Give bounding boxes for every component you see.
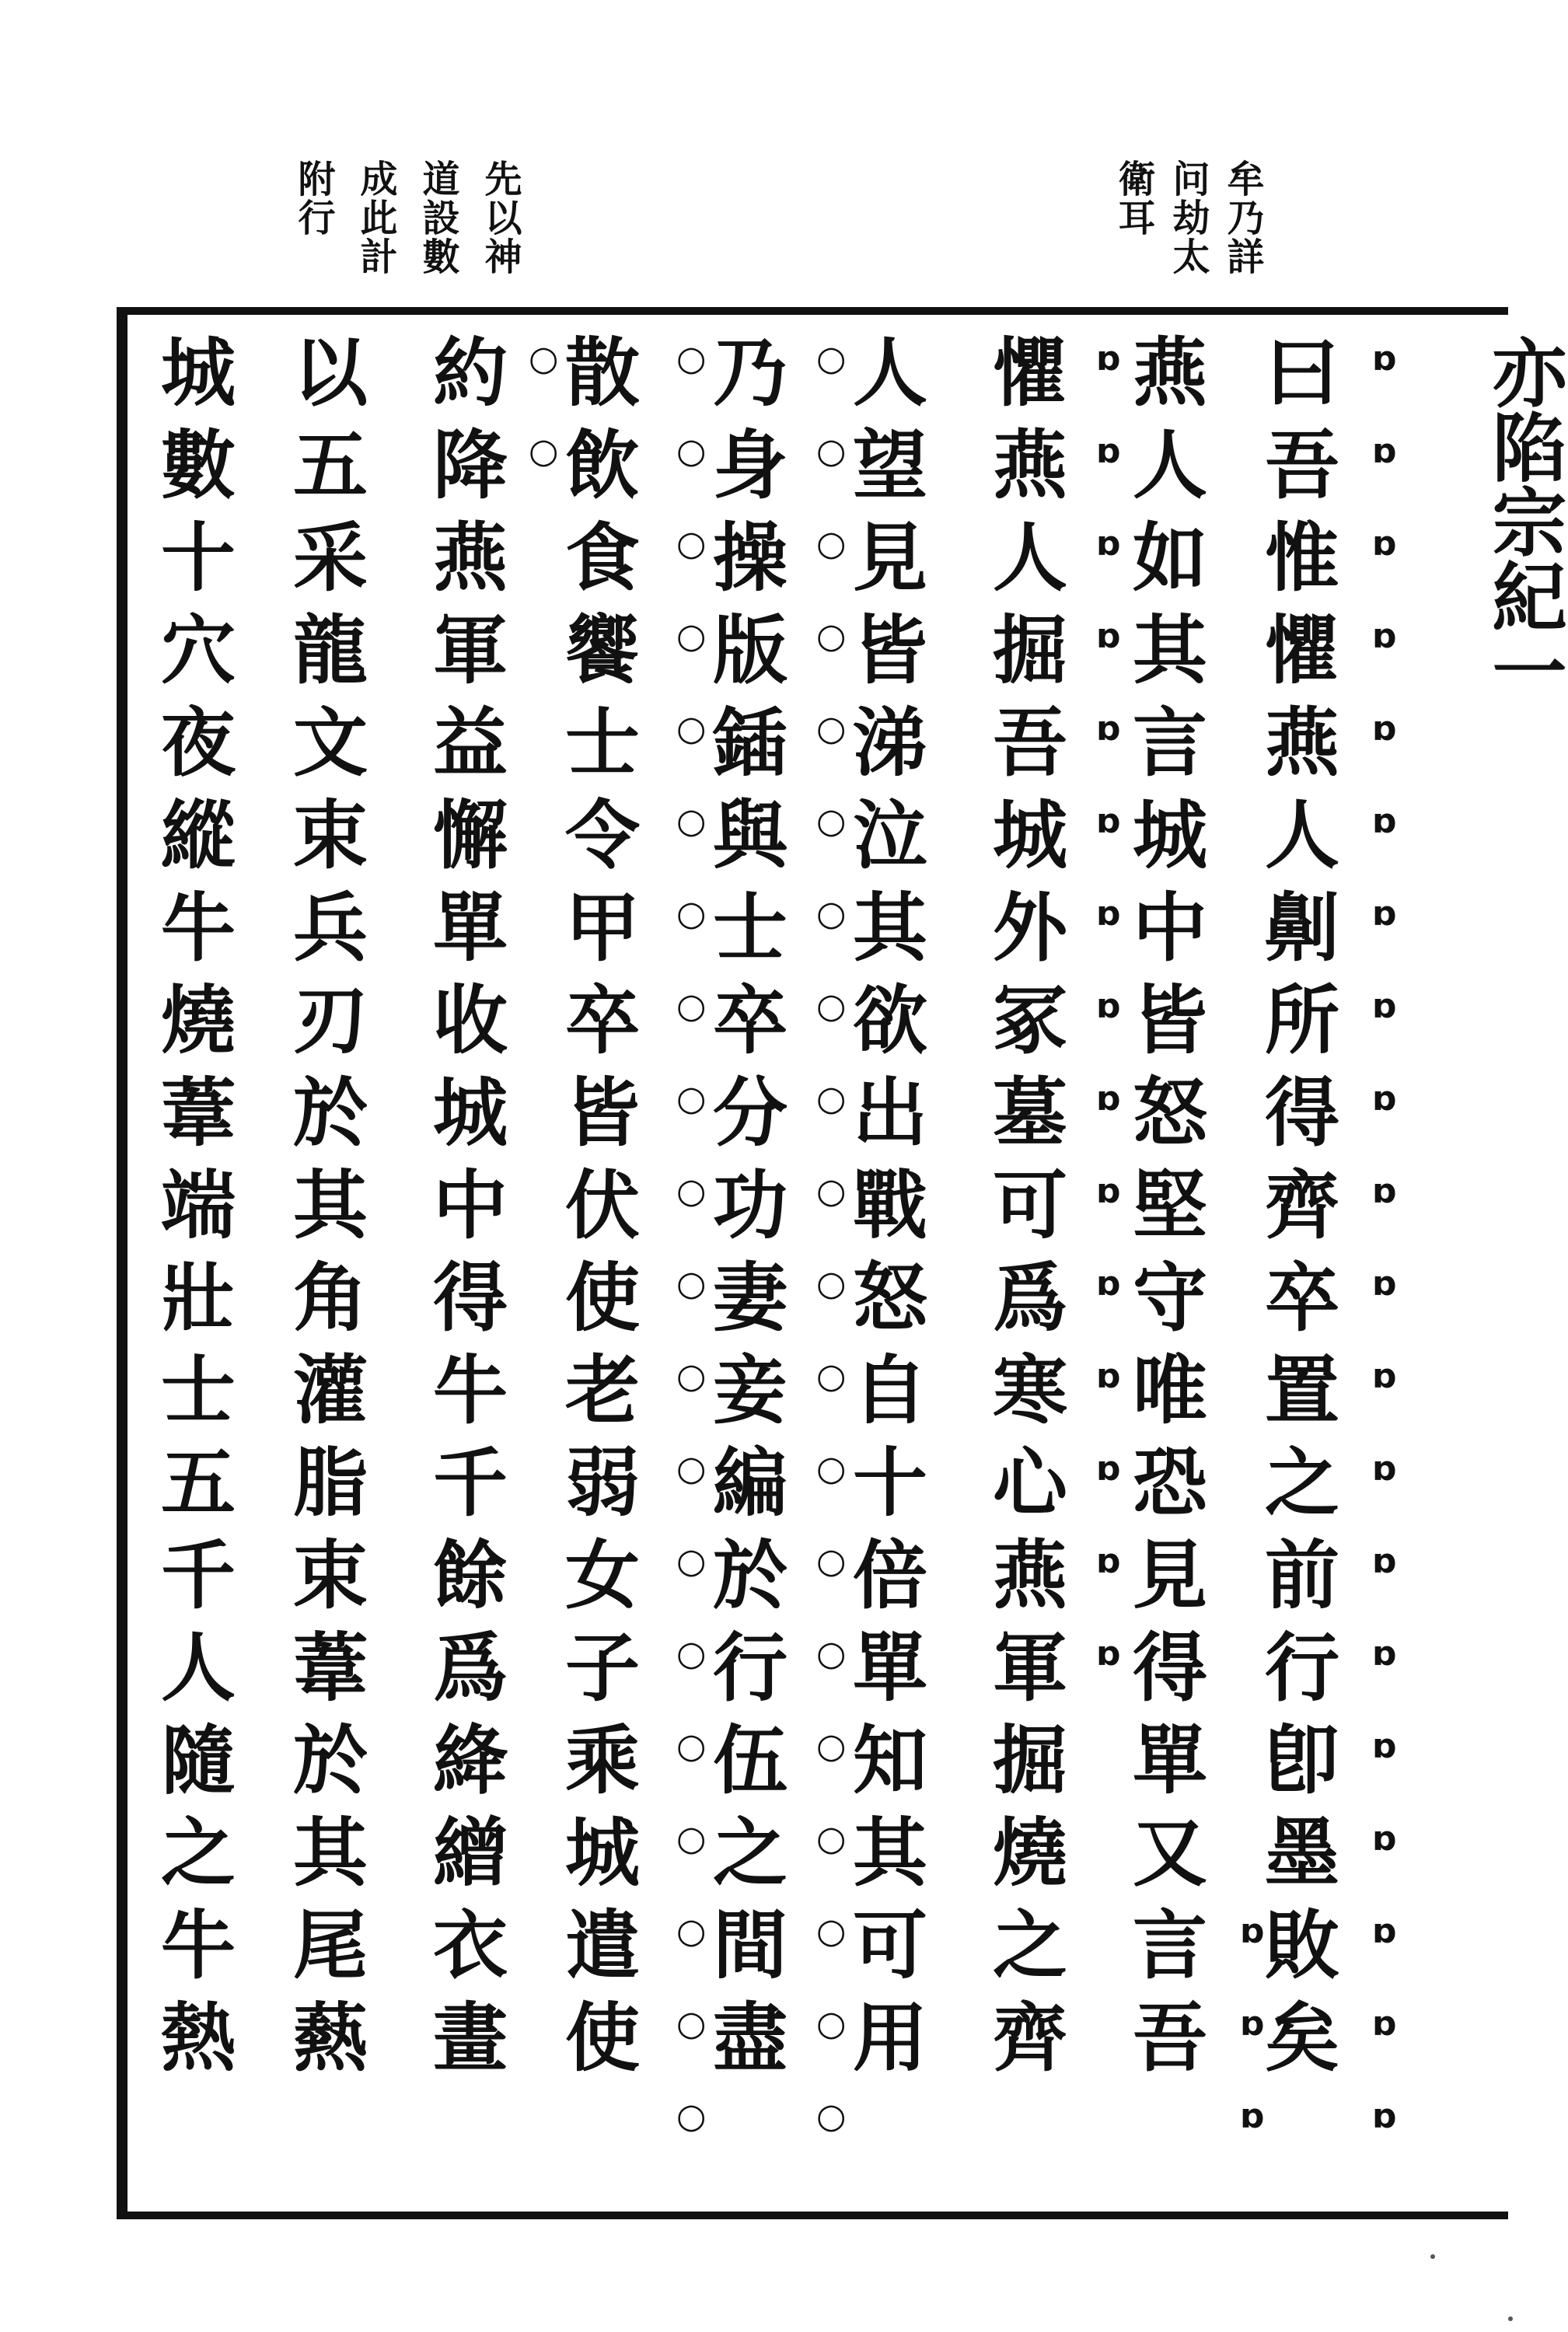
glyph: 於 bbox=[713, 1531, 787, 1619]
glyph: 唯 bbox=[1133, 1346, 1207, 1434]
glyph: 隨 bbox=[161, 1716, 236, 1804]
circle-mark-icon: ○ bbox=[816, 1264, 847, 1304]
glyph: 脂 bbox=[293, 1439, 368, 1527]
glyph: 士 bbox=[713, 884, 787, 972]
glyph: 乘 bbox=[565, 1716, 640, 1804]
glyph: 行 bbox=[1265, 1624, 1339, 1712]
glyph: 之 bbox=[161, 1809, 236, 1897]
drop-mark-icon: ɒ bbox=[1372, 1911, 1397, 1951]
text-column-2 bbox=[1127, 326, 1213, 2084]
glyph: 墨 bbox=[1265, 1809, 1339, 1897]
margin-note-right-3: 衛耳 bbox=[1112, 159, 1155, 237]
circle-mark-icon: ○ bbox=[676, 524, 707, 564]
glyph: 散 bbox=[565, 329, 640, 417]
drop-mark-icon: ɒ bbox=[1372, 1356, 1397, 1396]
glyph: 劓 bbox=[1265, 884, 1339, 972]
glyph: 城 bbox=[565, 1809, 640, 1897]
glyph: 食 bbox=[565, 514, 640, 602]
drop-mark-icon: ɒ bbox=[1096, 801, 1121, 841]
glyph: 端 bbox=[161, 1161, 236, 1249]
glyph: 城 bbox=[433, 1069, 508, 1157]
circle-mark-icon: ○ bbox=[816, 2004, 847, 2044]
glyph: 使 bbox=[565, 1254, 640, 1342]
glyph: 吾 bbox=[1133, 1994, 1207, 2082]
glyph: 掘 bbox=[993, 1716, 1067, 1804]
glyph: 矣 bbox=[1265, 1994, 1339, 2082]
circle-mark-icon: ○ bbox=[816, 1079, 847, 1119]
glyph: 吾 bbox=[1265, 421, 1339, 509]
glyph: 操 bbox=[713, 514, 787, 602]
glyph: 甲 bbox=[565, 884, 640, 972]
text-column-3 bbox=[987, 326, 1073, 2084]
glyph: 城 bbox=[161, 329, 236, 417]
glyph: 五 bbox=[161, 1439, 236, 1527]
glyph: 中 bbox=[433, 1161, 508, 1249]
margin-note-right-2: 问劫太 bbox=[1166, 159, 1210, 276]
glyph: 尾 bbox=[293, 1901, 368, 1989]
circle-mark-icon: ○ bbox=[676, 1726, 707, 1766]
glyph: 鍤 bbox=[713, 699, 787, 787]
speck bbox=[1508, 2316, 1513, 2321]
glyph: 子 bbox=[565, 1624, 640, 1712]
glyph: 前 bbox=[1265, 1531, 1339, 1619]
glyph: 城 bbox=[1133, 791, 1207, 879]
edge-fragment: 亦陷宗紀一 bbox=[1480, 334, 1568, 707]
glyph: 燕 bbox=[1265, 699, 1339, 787]
glyph: 絳 bbox=[433, 1716, 508, 1804]
glyph: 益 bbox=[433, 699, 508, 787]
drop-mark-icon: ɒ bbox=[1372, 1264, 1397, 1304]
glyph: 妾 bbox=[713, 1346, 787, 1434]
glyph: 其 bbox=[293, 1161, 368, 1249]
drop-mark-icon: ɒ bbox=[1372, 986, 1397, 1026]
drop-mark-icon: ɒ bbox=[1096, 1356, 1121, 1396]
glyph: 之 bbox=[1265, 1439, 1339, 1527]
drop-mark-icon: ɒ bbox=[1240, 2004, 1265, 2044]
drop-mark-icon: ɒ bbox=[1372, 1171, 1397, 1211]
glyph: 涕 bbox=[853, 699, 927, 787]
drop-mark-icon: ɒ bbox=[1372, 1541, 1397, 1581]
glyph: 版 bbox=[713, 606, 787, 694]
text-column-7 bbox=[428, 326, 513, 2084]
circle-mark-icon: ○ bbox=[816, 339, 847, 379]
glyph: 恐 bbox=[1133, 1439, 1207, 1527]
circle-mark-icon: ○ bbox=[676, 1264, 707, 1304]
glyph: 吾 bbox=[993, 699, 1067, 787]
glyph: 燕 bbox=[993, 421, 1067, 509]
drop-mark-icon: ɒ bbox=[1372, 431, 1397, 471]
glyph: 燕 bbox=[433, 514, 508, 602]
glyph: 伍 bbox=[713, 1716, 787, 1804]
circle-mark-icon: ○ bbox=[816, 1356, 847, 1396]
glyph: 人 bbox=[161, 1624, 236, 1712]
circle-mark-icon: ○ bbox=[816, 801, 847, 841]
drop-mark-icon: ɒ bbox=[1096, 1449, 1121, 1489]
glyph: 夜 bbox=[161, 699, 236, 787]
drop-mark-icon: ɒ bbox=[1372, 524, 1397, 564]
glyph: 懼 bbox=[993, 329, 1067, 417]
circle-mark-icon: ○ bbox=[676, 1634, 707, 1674]
glyph: 軍 bbox=[993, 1624, 1067, 1712]
glyph: 守 bbox=[1133, 1254, 1207, 1342]
circle-mark-icon: ○ bbox=[816, 1541, 847, 1581]
glyph: 之 bbox=[713, 1809, 787, 1897]
glyph: 角 bbox=[293, 1254, 368, 1342]
glyph: 怒 bbox=[1133, 1069, 1207, 1157]
glyph: 人 bbox=[1265, 791, 1339, 879]
drop-mark-icon: ɒ bbox=[1096, 339, 1121, 379]
glyph: 老 bbox=[565, 1346, 640, 1434]
glyph: 牛 bbox=[161, 1901, 236, 1989]
glyph: 如 bbox=[1133, 514, 1207, 602]
glyph: 其 bbox=[853, 884, 927, 972]
drop-mark-icon: ɒ bbox=[1096, 986, 1121, 1026]
glyph: 單 bbox=[433, 884, 508, 972]
circle-mark-icon: ○ bbox=[816, 616, 847, 656]
glyph: 遣 bbox=[565, 1901, 640, 1989]
glyph: 戰 bbox=[853, 1161, 927, 1249]
glyph: 收 bbox=[433, 976, 508, 1064]
glyph: 惟 bbox=[1265, 514, 1339, 602]
circle-mark-icon: ○ bbox=[676, 1541, 707, 1581]
glyph: 用 bbox=[853, 1994, 927, 2082]
glyph: 懈 bbox=[433, 791, 508, 879]
glyph: 數 bbox=[161, 421, 236, 509]
glyph: 妻 bbox=[713, 1254, 787, 1342]
glyph: 自 bbox=[853, 1346, 927, 1434]
drop-mark-icon: ɒ bbox=[1096, 616, 1121, 656]
glyph: 軍 bbox=[433, 606, 508, 694]
glyph: 十 bbox=[161, 514, 236, 602]
circle-mark-icon: ○ bbox=[816, 1726, 847, 1766]
text-column-6 bbox=[560, 326, 645, 2084]
drop-mark-icon: ɒ bbox=[1096, 1171, 1121, 1211]
circle-mark-icon: ○ bbox=[676, 1449, 707, 1489]
drop-mark-icon: ɒ bbox=[1372, 1634, 1397, 1674]
glyph: 間 bbox=[713, 1901, 787, 1989]
glyph: 牛 bbox=[433, 1346, 508, 1434]
glyph: 葦 bbox=[161, 1069, 236, 1157]
glyph: 文 bbox=[293, 699, 368, 787]
drop-mark-icon: ɒ bbox=[1372, 1079, 1397, 1119]
glyph: 皆 bbox=[565, 1069, 640, 1157]
glyph: 欲 bbox=[853, 976, 927, 1064]
circle-mark-icon: ○ bbox=[676, 431, 707, 471]
circle-mark-icon: ○ bbox=[816, 1911, 847, 1951]
glyph: 衣 bbox=[433, 1901, 508, 1989]
drop-mark-icon: ɒ bbox=[1372, 1726, 1397, 1766]
margin-note-left-4: 附行 bbox=[292, 159, 335, 237]
glyph: 泣 bbox=[853, 791, 927, 879]
circle-mark-icon: ○ bbox=[816, 524, 847, 564]
glyph: 以 bbox=[293, 329, 368, 417]
glyph: 於 bbox=[293, 1716, 368, 1804]
circle-mark-icon: ○ bbox=[676, 616, 707, 656]
glyph: 出 bbox=[853, 1069, 927, 1157]
glyph: 采 bbox=[293, 514, 368, 602]
text-column-4 bbox=[847, 326, 933, 2084]
text-column-9 bbox=[155, 326, 241, 2084]
circle-mark-icon: ○ bbox=[676, 1171, 707, 1211]
glyph: 穴 bbox=[161, 606, 236, 694]
glyph: 望 bbox=[853, 421, 927, 509]
glyph: 餘 bbox=[433, 1531, 508, 1619]
glyph: 約 bbox=[433, 329, 508, 417]
glyph: 皆 bbox=[1133, 976, 1207, 1064]
circle-mark-icon: ○ bbox=[816, 1449, 847, 1489]
glyph: 得 bbox=[433, 1254, 508, 1342]
text-column-8 bbox=[288, 326, 373, 2084]
drop-mark-icon: ɒ bbox=[1372, 616, 1397, 656]
glyph: 皆 bbox=[853, 606, 927, 694]
circle-mark-icon: ○ bbox=[816, 2096, 847, 2136]
drop-mark-icon: ɒ bbox=[1096, 431, 1121, 471]
glyph: 燕 bbox=[993, 1531, 1067, 1619]
circle-mark-icon: ○ bbox=[816, 1171, 847, 1211]
circle-mark-icon: ○ bbox=[816, 431, 847, 471]
drop-mark-icon: ɒ bbox=[1240, 2096, 1265, 2136]
glyph: 曰 bbox=[1265, 329, 1339, 417]
glyph: 燒 bbox=[993, 1809, 1067, 1897]
glyph: 人 bbox=[1133, 421, 1207, 509]
glyph: 爇 bbox=[293, 1994, 368, 2082]
glyph: 置 bbox=[1265, 1346, 1339, 1434]
speck bbox=[1430, 2254, 1435, 2259]
glyph: 齊 bbox=[993, 1994, 1067, 2082]
circle-mark-icon: ○ bbox=[529, 339, 559, 379]
drop-mark-icon: ɒ bbox=[1372, 2096, 1397, 2136]
drop-mark-icon: ɒ bbox=[1096, 524, 1121, 564]
glyph: 士 bbox=[565, 699, 640, 787]
drop-mark-icon: ɒ bbox=[1096, 894, 1121, 934]
glyph: 得 bbox=[1133, 1624, 1207, 1712]
drop-mark-icon: ɒ bbox=[1372, 709, 1397, 749]
glyph: 之 bbox=[993, 1901, 1067, 1989]
glyph: 伏 bbox=[565, 1161, 640, 1249]
glyph: 見 bbox=[853, 514, 927, 602]
circle-mark-icon: ○ bbox=[676, 339, 707, 379]
drop-mark-icon: ɒ bbox=[1372, 1819, 1397, 1859]
glyph: 束 bbox=[293, 1531, 368, 1619]
glyph: 使 bbox=[565, 1994, 640, 2082]
glyph: 城 bbox=[993, 791, 1067, 879]
drop-mark-icon: ɒ bbox=[1372, 801, 1397, 841]
glyph: 卽 bbox=[1265, 1716, 1339, 1804]
glyph: 令 bbox=[565, 791, 640, 879]
glyph: 冢 bbox=[993, 976, 1067, 1064]
margin-note-left-1: 先以神 bbox=[478, 159, 522, 276]
drop-mark-icon: ɒ bbox=[1096, 1264, 1121, 1304]
circle-mark-icon: ○ bbox=[676, 1911, 707, 1951]
glyph: 畫 bbox=[433, 1994, 508, 2082]
circle-mark-icon: ○ bbox=[816, 709, 847, 749]
glyph: 千 bbox=[433, 1439, 508, 1527]
glyph: 寒 bbox=[993, 1346, 1067, 1434]
drop-mark-icon: ɒ bbox=[1096, 1634, 1121, 1674]
drop-mark-icon: ɒ bbox=[1096, 1079, 1121, 1119]
circle-mark-icon: ○ bbox=[676, 986, 707, 1026]
glyph: 掘 bbox=[993, 606, 1067, 694]
glyph: 所 bbox=[1265, 976, 1339, 1064]
glyph: 縱 bbox=[161, 791, 236, 879]
glyph: 功 bbox=[713, 1161, 787, 1249]
glyph: 見 bbox=[1133, 1531, 1207, 1619]
glyph: 齊 bbox=[1265, 1161, 1339, 1249]
glyph: 葦 bbox=[293, 1624, 368, 1712]
circle-mark-icon: ○ bbox=[529, 431, 559, 471]
glyph: 人 bbox=[993, 514, 1067, 602]
glyph: 可 bbox=[993, 1161, 1067, 1249]
glyph: 爲 bbox=[993, 1254, 1067, 1342]
glyph: 中 bbox=[1133, 884, 1207, 972]
text-column-5 bbox=[707, 326, 793, 2084]
glyph: 女 bbox=[565, 1531, 640, 1619]
circle-mark-icon: ○ bbox=[676, 1819, 707, 1859]
glyph: 又 bbox=[1133, 1809, 1207, 1897]
glyph: 繒 bbox=[433, 1809, 508, 1897]
glyph: 單 bbox=[1133, 1716, 1207, 1804]
glyph: 饗 bbox=[565, 606, 640, 694]
glyph: 士 bbox=[161, 1346, 236, 1434]
circle-mark-icon: ○ bbox=[676, 1079, 707, 1119]
glyph: 單 bbox=[853, 1624, 927, 1712]
circle-mark-icon: ○ bbox=[816, 1819, 847, 1859]
glyph: 兵 bbox=[293, 884, 368, 972]
glyph: 敗 bbox=[1265, 1901, 1339, 1989]
glyph: 燕 bbox=[1133, 329, 1207, 417]
glyph: 五 bbox=[293, 421, 368, 509]
glyph: 倍 bbox=[853, 1531, 927, 1619]
circle-mark-icon: ○ bbox=[676, 2004, 707, 2044]
drop-mark-icon: ɒ bbox=[1096, 1541, 1121, 1581]
glyph: 其 bbox=[853, 1809, 927, 1897]
glyph: 灌 bbox=[293, 1346, 368, 1434]
glyph: 卒 bbox=[713, 976, 787, 1064]
glyph: 刃 bbox=[293, 976, 368, 1064]
glyph: 壯 bbox=[161, 1254, 236, 1342]
glyph: 弱 bbox=[565, 1439, 640, 1527]
glyph: 編 bbox=[713, 1439, 787, 1527]
glyph: 燒 bbox=[161, 976, 236, 1064]
glyph: 降 bbox=[433, 421, 508, 509]
glyph: 知 bbox=[853, 1716, 927, 1804]
glyph: 外 bbox=[993, 884, 1067, 972]
glyph: 盡 bbox=[713, 1994, 787, 2082]
glyph: 得 bbox=[1265, 1069, 1339, 1157]
glyph: 千 bbox=[161, 1531, 236, 1619]
circle-mark-icon: ○ bbox=[676, 894, 707, 934]
drop-mark-icon: ɒ bbox=[1372, 339, 1397, 379]
circle-mark-icon: ○ bbox=[676, 1356, 707, 1396]
glyph: 於 bbox=[293, 1069, 368, 1157]
drop-mark-icon: ɒ bbox=[1096, 709, 1121, 749]
glyph: 飲 bbox=[565, 421, 640, 509]
glyph: 怒 bbox=[853, 1254, 927, 1342]
drop-mark-icon: ɒ bbox=[1372, 1449, 1397, 1489]
glyph: 懼 bbox=[1265, 606, 1339, 694]
glyph: 身 bbox=[713, 421, 787, 509]
glyph: 龍 bbox=[293, 606, 368, 694]
drop-mark-icon: ɒ bbox=[1240, 1911, 1265, 1951]
glyph: 言 bbox=[1133, 1901, 1207, 1989]
glyph: 行 bbox=[713, 1624, 787, 1712]
glyph: 熱 bbox=[161, 1994, 236, 2082]
margin-note-left-3: 成此計 bbox=[354, 159, 397, 276]
glyph: 分 bbox=[713, 1069, 787, 1157]
glyph: 心 bbox=[993, 1439, 1067, 1527]
glyph: 與 bbox=[713, 791, 787, 879]
circle-mark-icon: ○ bbox=[676, 709, 707, 749]
circle-mark-icon: ○ bbox=[816, 986, 847, 1026]
glyph: 十 bbox=[853, 1439, 927, 1527]
glyph: 卒 bbox=[1265, 1254, 1339, 1342]
glyph: 可 bbox=[853, 1901, 927, 1989]
glyph: 卒 bbox=[565, 976, 640, 1064]
circle-mark-icon: ○ bbox=[816, 1634, 847, 1674]
margin-note-right-1: 牟乃詳 bbox=[1221, 159, 1264, 276]
glyph: 牛 bbox=[161, 884, 236, 972]
margin-note-left-2: 道設數 bbox=[416, 159, 459, 276]
drop-mark-icon: ɒ bbox=[1372, 2004, 1397, 2044]
glyph: 言 bbox=[1133, 699, 1207, 787]
glyph: 其 bbox=[293, 1809, 368, 1897]
circle-mark-icon: ○ bbox=[816, 894, 847, 934]
glyph: 墓 bbox=[993, 1069, 1067, 1157]
circle-mark-icon: ○ bbox=[676, 801, 707, 841]
drop-mark-icon: ɒ bbox=[1372, 894, 1397, 934]
glyph: 乃 bbox=[713, 329, 787, 417]
glyph: 堅 bbox=[1133, 1161, 1207, 1249]
glyph: 爲 bbox=[433, 1624, 508, 1712]
glyph: 其 bbox=[1133, 606, 1207, 694]
circle-mark-icon: ○ bbox=[676, 2096, 707, 2136]
text-column-1 bbox=[1259, 326, 1345, 2084]
glyph: 束 bbox=[293, 791, 368, 879]
glyph: 人 bbox=[853, 329, 927, 417]
